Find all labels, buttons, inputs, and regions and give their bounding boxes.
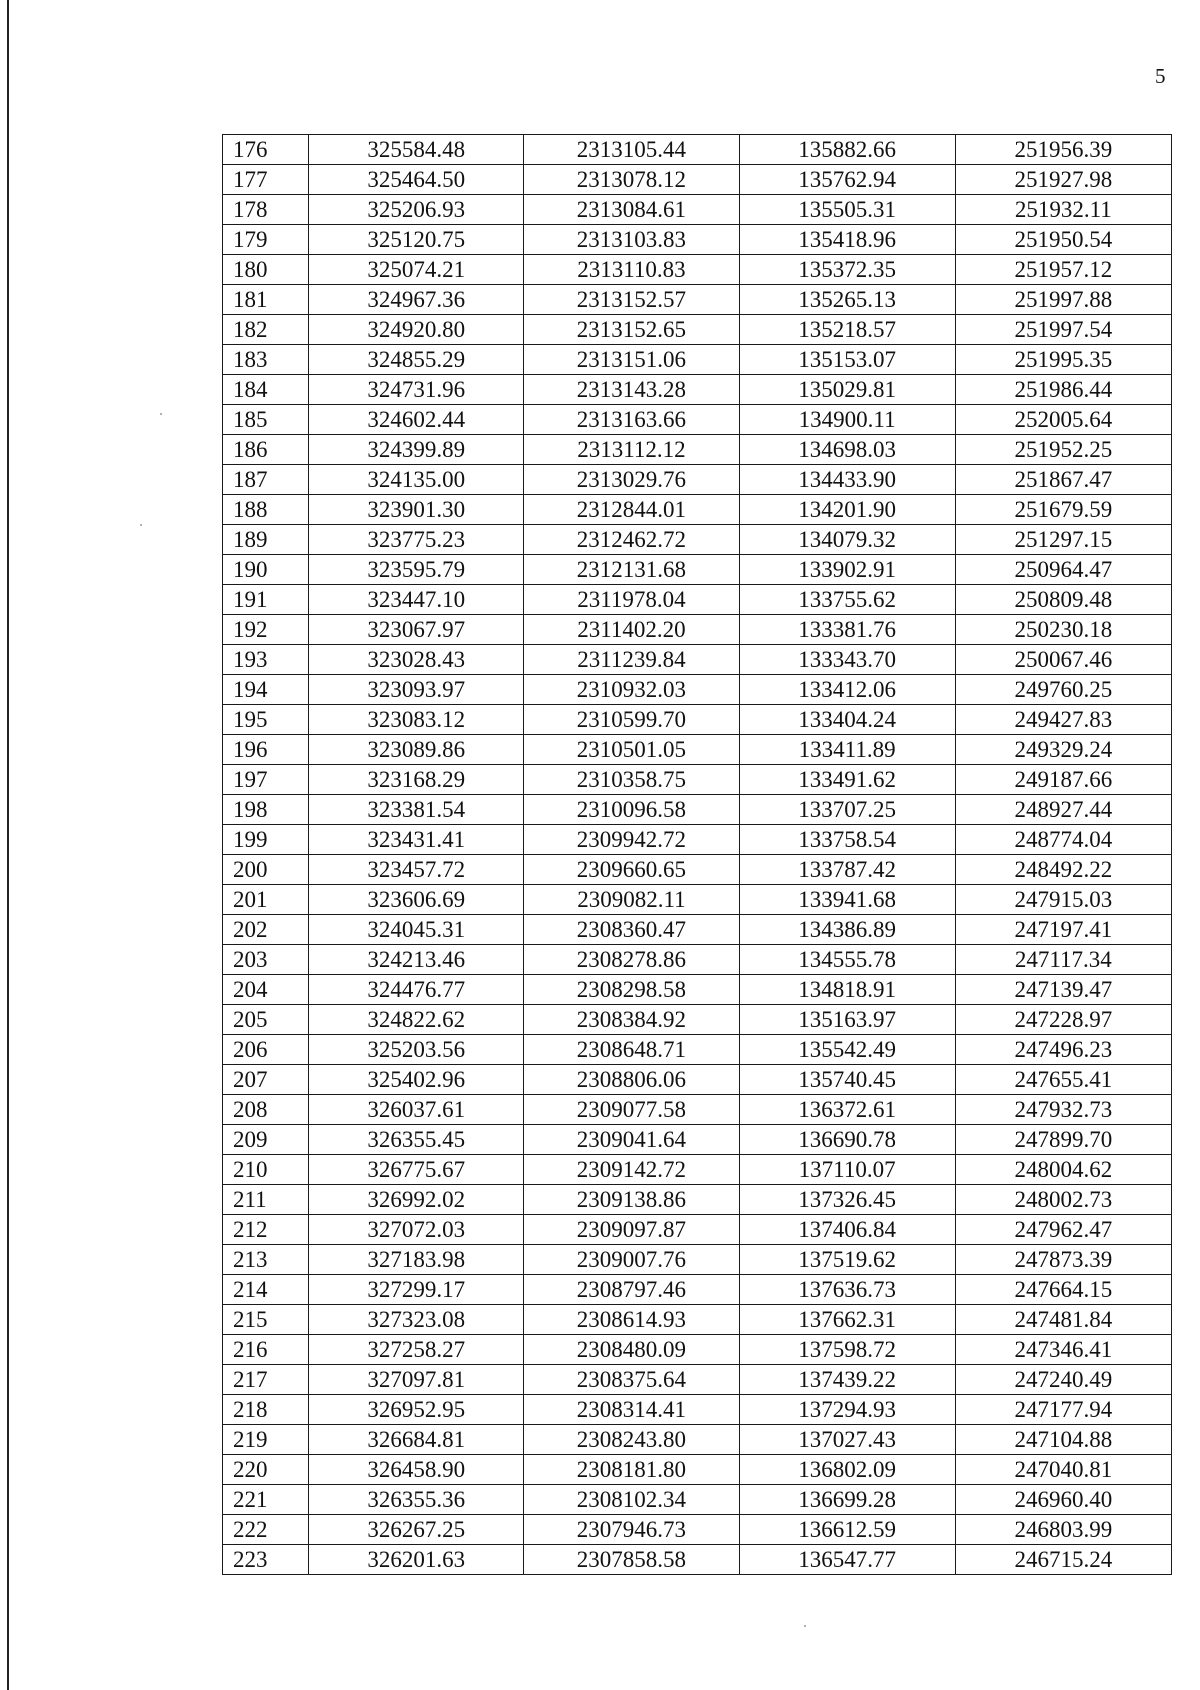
coord-col-4-cell: 251956.39 <box>955 135 1171 165</box>
point-number-cell: 198 <box>223 795 309 825</box>
point-number-cell: 219 <box>223 1425 309 1455</box>
coord-col-2-cell: 2309082.11 <box>524 885 739 915</box>
coord-col-4-cell: 251997.88 <box>955 285 1171 315</box>
coord-col-3-cell: 135153.07 <box>739 345 955 375</box>
table-row <box>223 705 1172 735</box>
coord-col-2-cell: 2309660.65 <box>524 855 739 885</box>
coord-col-2-cell: 2312462.72 <box>524 525 739 555</box>
coord-col-1-cell: 323067.97 <box>309 615 524 645</box>
coord-col-2-cell: 2309077.58 <box>524 1095 739 1125</box>
coord-col-1-cell: 323093.97 <box>309 675 524 705</box>
coord-col-3-cell: 136802.09 <box>739 1455 955 1485</box>
table-row <box>223 315 1172 345</box>
coord-col-1-cell: 325584.48 <box>309 135 524 165</box>
coord-col-4-cell: 248004.62 <box>955 1155 1171 1185</box>
point-number-cell: 201 <box>223 885 309 915</box>
coord-col-3-cell: 135372.35 <box>739 255 955 285</box>
coord-col-3-cell: 134201.90 <box>739 495 955 525</box>
coord-col-3-cell: 137598.72 <box>739 1335 955 1365</box>
coord-col-2-cell: 2308806.06 <box>524 1065 739 1095</box>
coord-col-2-cell: 2310501.05 <box>524 735 739 765</box>
coord-col-4-cell: 248492.22 <box>955 855 1171 885</box>
coord-col-2-cell: 2311402.20 <box>524 615 739 645</box>
coord-col-4-cell: 247139.47 <box>955 975 1171 1005</box>
coord-col-1-cell: 323775.23 <box>309 525 524 555</box>
coord-col-4-cell: 251867.47 <box>955 465 1171 495</box>
coord-col-2-cell: 2308298.58 <box>524 975 739 1005</box>
coord-col-4-cell: 247117.34 <box>955 945 1171 975</box>
coord-col-3-cell: 133707.25 <box>739 795 955 825</box>
coord-col-2-cell: 2312131.68 <box>524 555 739 585</box>
coord-col-2-cell: 2309007.76 <box>524 1245 739 1275</box>
coord-col-2-cell: 2308314.41 <box>524 1395 739 1425</box>
table-row <box>223 1155 1172 1185</box>
table-row <box>223 1005 1172 1035</box>
table-row <box>223 795 1172 825</box>
coord-col-1-cell: 323431.41 <box>309 825 524 855</box>
coord-col-1-cell: 325120.75 <box>309 225 524 255</box>
table-row <box>223 255 1172 285</box>
coord-col-3-cell: 136372.61 <box>739 1095 955 1125</box>
point-number-cell: 187 <box>223 465 309 495</box>
coord-col-2-cell: 2308102.34 <box>524 1485 739 1515</box>
coord-col-3-cell: 137110.07 <box>739 1155 955 1185</box>
page-number: 5 <box>1155 64 1166 88</box>
coord-col-4-cell: 251997.54 <box>955 315 1171 345</box>
coord-col-1-cell: 323089.86 <box>309 735 524 765</box>
coord-col-1-cell: 324213.46 <box>309 945 524 975</box>
point-number-cell: 186 <box>223 435 309 465</box>
point-number-cell: 214 <box>223 1275 309 1305</box>
coord-col-1-cell: 326355.45 <box>309 1125 524 1155</box>
coord-col-3-cell: 134079.32 <box>739 525 955 555</box>
point-number-cell: 185 <box>223 405 309 435</box>
coord-col-2-cell: 2308797.46 <box>524 1275 739 1305</box>
coord-col-3-cell: 133381.76 <box>739 615 955 645</box>
table-row <box>223 495 1172 525</box>
coord-col-3-cell: 136699.28 <box>739 1485 955 1515</box>
coord-col-2-cell: 2313084.61 <box>524 195 739 225</box>
coord-col-2-cell: 2309138.86 <box>524 1185 739 1215</box>
point-number-cell: 210 <box>223 1155 309 1185</box>
coord-col-1-cell: 323457.72 <box>309 855 524 885</box>
table-row <box>223 195 1172 225</box>
table-row <box>223 1125 1172 1155</box>
coord-col-2-cell: 2313163.66 <box>524 405 739 435</box>
coord-col-1-cell: 323595.79 <box>309 555 524 585</box>
coord-col-3-cell: 137519.62 <box>739 1245 955 1275</box>
coord-col-3-cell: 133787.42 <box>739 855 955 885</box>
point-number-cell: 211 <box>223 1185 309 1215</box>
coordinate-table-body <box>223 135 1172 1575</box>
coord-col-1-cell: 323381.54 <box>309 795 524 825</box>
coord-col-3-cell: 137439.22 <box>739 1365 955 1395</box>
point-number-cell: 223 <box>223 1545 309 1575</box>
point-number-cell: 199 <box>223 825 309 855</box>
coord-col-2-cell: 2310358.75 <box>524 765 739 795</box>
table-row <box>223 405 1172 435</box>
table-row <box>223 525 1172 555</box>
coord-col-2-cell: 2313105.44 <box>524 135 739 165</box>
coord-col-2-cell: 2312844.01 <box>524 495 739 525</box>
table-row <box>223 345 1172 375</box>
point-number-cell: 205 <box>223 1005 309 1035</box>
coord-col-3-cell: 136690.78 <box>739 1125 955 1155</box>
coord-col-4-cell: 247915.03 <box>955 885 1171 915</box>
coordinate-table <box>222 134 1172 1575</box>
coord-col-4-cell: 247481.84 <box>955 1305 1171 1335</box>
coord-col-4-cell: 247496.23 <box>955 1035 1171 1065</box>
coord-col-1-cell: 324822.62 <box>309 1005 524 1035</box>
coord-col-3-cell: 137326.45 <box>739 1185 955 1215</box>
point-number-cell: 194 <box>223 675 309 705</box>
coord-col-4-cell: 252005.64 <box>955 405 1171 435</box>
coord-col-4-cell: 247040.81 <box>955 1455 1171 1485</box>
coord-col-1-cell: 326355.36 <box>309 1485 524 1515</box>
coord-col-2-cell: 2313103.83 <box>524 225 739 255</box>
coord-col-3-cell: 137636.73 <box>739 1275 955 1305</box>
coord-col-3-cell: 135882.66 <box>739 135 955 165</box>
point-number-cell: 197 <box>223 765 309 795</box>
coord-col-2-cell: 2308375.64 <box>524 1365 739 1395</box>
table-row <box>223 825 1172 855</box>
coord-col-3-cell: 133412.06 <box>739 675 955 705</box>
table-row <box>223 555 1172 585</box>
table-row <box>223 1275 1172 1305</box>
coord-col-1-cell: 324045.31 <box>309 915 524 945</box>
coord-col-2-cell: 2309041.64 <box>524 1125 739 1155</box>
table-row <box>223 1365 1172 1395</box>
coord-col-3-cell: 133491.62 <box>739 765 955 795</box>
coord-col-2-cell: 2308243.80 <box>524 1425 739 1455</box>
table-row <box>223 1455 1172 1485</box>
coord-col-2-cell: 2313112.12 <box>524 435 739 465</box>
coord-col-2-cell: 2308648.71 <box>524 1035 739 1065</box>
coord-col-1-cell: 323083.12 <box>309 705 524 735</box>
coord-col-4-cell: 246960.40 <box>955 1485 1171 1515</box>
point-number-cell: 180 <box>223 255 309 285</box>
coord-col-1-cell: 325464.50 <box>309 165 524 195</box>
coord-col-1-cell: 323168.29 <box>309 765 524 795</box>
coord-col-4-cell: 247873.39 <box>955 1245 1171 1275</box>
coord-col-4-cell: 251679.59 <box>955 495 1171 525</box>
coord-col-4-cell: 250067.46 <box>955 645 1171 675</box>
point-number-cell: 204 <box>223 975 309 1005</box>
coord-col-3-cell: 133343.70 <box>739 645 955 675</box>
coord-col-2-cell: 2311978.04 <box>524 585 739 615</box>
table-row <box>223 1485 1172 1515</box>
point-number-cell: 191 <box>223 585 309 615</box>
coord-col-1-cell: 324855.29 <box>309 345 524 375</box>
point-number-cell: 221 <box>223 1485 309 1515</box>
coord-col-2-cell: 2308480.09 <box>524 1335 739 1365</box>
point-number-cell: 189 <box>223 525 309 555</box>
coord-col-1-cell: 326952.95 <box>309 1395 524 1425</box>
coord-col-2-cell: 2308614.93 <box>524 1305 739 1335</box>
coord-col-2-cell: 2310599.70 <box>524 705 739 735</box>
point-number-cell: 200 <box>223 855 309 885</box>
coord-col-4-cell: 249760.25 <box>955 675 1171 705</box>
coord-col-4-cell: 250964.47 <box>955 555 1171 585</box>
coord-col-3-cell: 135740.45 <box>739 1065 955 1095</box>
point-number-cell: 179 <box>223 225 309 255</box>
coord-col-3-cell: 135218.57 <box>739 315 955 345</box>
table-row <box>223 615 1172 645</box>
coord-col-4-cell: 246715.24 <box>955 1545 1171 1575</box>
coord-col-1-cell: 327258.27 <box>309 1335 524 1365</box>
coord-col-3-cell: 135418.96 <box>739 225 955 255</box>
coord-col-4-cell: 251957.12 <box>955 255 1171 285</box>
coord-col-1-cell: 323606.69 <box>309 885 524 915</box>
coord-col-2-cell: 2310096.58 <box>524 795 739 825</box>
coord-col-1-cell: 324476.77 <box>309 975 524 1005</box>
coord-col-3-cell: 135505.31 <box>739 195 955 225</box>
table-row <box>223 375 1172 405</box>
table-row <box>223 645 1172 675</box>
coord-col-1-cell: 326684.81 <box>309 1425 524 1455</box>
table-row <box>223 1095 1172 1125</box>
point-number-cell: 181 <box>223 285 309 315</box>
table-row <box>223 1245 1172 1275</box>
point-number-cell: 193 <box>223 645 309 675</box>
coord-col-4-cell: 247962.47 <box>955 1215 1171 1245</box>
coord-col-2-cell: 2308384.92 <box>524 1005 739 1035</box>
coord-col-3-cell: 134555.78 <box>739 945 955 975</box>
coord-col-3-cell: 135542.49 <box>739 1035 955 1065</box>
point-number-cell: 206 <box>223 1035 309 1065</box>
coord-col-4-cell: 247177.94 <box>955 1395 1171 1425</box>
coord-col-1-cell: 327323.08 <box>309 1305 524 1335</box>
coord-col-3-cell: 137662.31 <box>739 1305 955 1335</box>
coord-col-4-cell: 246803.99 <box>955 1515 1171 1545</box>
coord-col-1-cell: 326267.25 <box>309 1515 524 1545</box>
coord-col-3-cell: 136547.77 <box>739 1545 955 1575</box>
coord-col-4-cell: 249427.83 <box>955 705 1171 735</box>
table-row <box>223 135 1172 165</box>
coord-col-2-cell: 2309942.72 <box>524 825 739 855</box>
point-number-cell: 182 <box>223 315 309 345</box>
point-number-cell: 222 <box>223 1515 309 1545</box>
table-row <box>223 1335 1172 1365</box>
coord-col-4-cell: 251950.54 <box>955 225 1171 255</box>
coord-col-4-cell: 248927.44 <box>955 795 1171 825</box>
coord-col-4-cell: 247104.88 <box>955 1425 1171 1455</box>
coord-col-4-cell: 247346.41 <box>955 1335 1171 1365</box>
table-row <box>223 1185 1172 1215</box>
table-row <box>223 285 1172 315</box>
coord-col-1-cell: 327299.17 <box>309 1275 524 1305</box>
coord-col-2-cell: 2311239.84 <box>524 645 739 675</box>
coord-col-3-cell: 137027.43 <box>739 1425 955 1455</box>
coord-col-4-cell: 248002.73 <box>955 1185 1171 1215</box>
coord-col-2-cell: 2310932.03 <box>524 675 739 705</box>
coord-col-3-cell: 136612.59 <box>739 1515 955 1545</box>
point-number-cell: 177 <box>223 165 309 195</box>
coord-col-4-cell: 251927.98 <box>955 165 1171 195</box>
table-row <box>223 1305 1172 1335</box>
coord-col-3-cell: 133755.62 <box>739 585 955 615</box>
table-row <box>223 855 1172 885</box>
coord-col-4-cell: 249329.24 <box>955 735 1171 765</box>
table-row <box>223 1035 1172 1065</box>
coord-col-3-cell: 133902.91 <box>739 555 955 585</box>
coord-col-4-cell: 247932.73 <box>955 1095 1171 1125</box>
scan-speck <box>140 524 142 526</box>
coord-col-3-cell: 134900.11 <box>739 405 955 435</box>
point-number-cell: 195 <box>223 705 309 735</box>
point-number-cell: 208 <box>223 1095 309 1125</box>
coord-col-4-cell: 247197.41 <box>955 915 1171 945</box>
coord-col-3-cell: 134433.90 <box>739 465 955 495</box>
coord-col-3-cell: 133941.68 <box>739 885 955 915</box>
coord-col-2-cell: 2308360.47 <box>524 915 739 945</box>
point-number-cell: 213 <box>223 1245 309 1275</box>
coord-col-2-cell: 2313029.76 <box>524 465 739 495</box>
table-row <box>223 1425 1172 1455</box>
coord-col-2-cell: 2313110.83 <box>524 255 739 285</box>
coord-col-1-cell: 324399.89 <box>309 435 524 465</box>
table-row <box>223 735 1172 765</box>
table-row <box>223 945 1172 975</box>
coord-col-4-cell: 250809.48 <box>955 585 1171 615</box>
coord-col-2-cell: 2309097.87 <box>524 1215 739 1245</box>
coord-col-2-cell: 2309142.72 <box>524 1155 739 1185</box>
table-row <box>223 1065 1172 1095</box>
coord-col-1-cell: 326458.90 <box>309 1455 524 1485</box>
coord-col-1-cell: 326992.02 <box>309 1185 524 1215</box>
coord-col-2-cell: 2308278.86 <box>524 945 739 975</box>
coord-col-4-cell: 251995.35 <box>955 345 1171 375</box>
scan-speck <box>160 413 162 415</box>
coord-col-3-cell: 133404.24 <box>739 705 955 735</box>
table-row <box>223 1515 1172 1545</box>
point-number-cell: 218 <box>223 1395 309 1425</box>
coord-col-1-cell: 324920.80 <box>309 315 524 345</box>
coord-col-4-cell: 247228.97 <box>955 1005 1171 1035</box>
coord-col-4-cell: 247655.41 <box>955 1065 1171 1095</box>
table-row <box>223 165 1172 195</box>
coord-col-1-cell: 324967.36 <box>309 285 524 315</box>
table-row <box>223 435 1172 465</box>
point-number-cell: 220 <box>223 1455 309 1485</box>
table-row <box>223 225 1172 255</box>
point-number-cell: 176 <box>223 135 309 165</box>
coord-col-1-cell: 323028.43 <box>309 645 524 675</box>
coord-col-4-cell: 248774.04 <box>955 825 1171 855</box>
coord-col-3-cell: 135762.94 <box>739 165 955 195</box>
coord-col-2-cell: 2308181.80 <box>524 1455 739 1485</box>
coord-col-1-cell: 326201.63 <box>309 1545 524 1575</box>
table-row <box>223 1395 1172 1425</box>
table-row <box>223 465 1172 495</box>
coord-col-2-cell: 2313078.12 <box>524 165 739 195</box>
coord-col-2-cell: 2307946.73 <box>524 1515 739 1545</box>
coord-col-2-cell: 2313143.28 <box>524 375 739 405</box>
coord-col-4-cell: 247240.49 <box>955 1365 1171 1395</box>
table-row <box>223 675 1172 705</box>
coord-col-1-cell: 325203.56 <box>309 1035 524 1065</box>
scan-speck <box>804 1625 806 1627</box>
coord-col-4-cell: 249187.66 <box>955 765 1171 795</box>
coord-col-1-cell: 327183.98 <box>309 1245 524 1275</box>
coord-col-3-cell: 135163.97 <box>739 1005 955 1035</box>
point-number-cell: 178 <box>223 195 309 225</box>
point-number-cell: 207 <box>223 1065 309 1095</box>
coord-col-3-cell: 134698.03 <box>739 435 955 465</box>
coord-col-4-cell: 251986.44 <box>955 375 1171 405</box>
coord-col-4-cell: 247664.15 <box>955 1275 1171 1305</box>
coord-col-1-cell: 327072.03 <box>309 1215 524 1245</box>
coord-col-1-cell: 327097.81 <box>309 1365 524 1395</box>
coord-col-4-cell: 251952.25 <box>955 435 1171 465</box>
coord-col-3-cell: 135029.81 <box>739 375 955 405</box>
point-number-cell: 192 <box>223 615 309 645</box>
point-number-cell: 212 <box>223 1215 309 1245</box>
coord-col-2-cell: 2313152.57 <box>524 285 739 315</box>
coord-col-1-cell: 324731.96 <box>309 375 524 405</box>
coord-col-2-cell: 2307858.58 <box>524 1545 739 1575</box>
point-number-cell: 188 <box>223 495 309 525</box>
left-margin-rule <box>7 0 9 1690</box>
coord-col-3-cell: 134818.91 <box>739 975 955 1005</box>
coord-col-1-cell: 324602.44 <box>309 405 524 435</box>
coord-col-3-cell: 133758.54 <box>739 825 955 855</box>
coord-col-3-cell: 137294.93 <box>739 1395 955 1425</box>
point-number-cell: 215 <box>223 1305 309 1335</box>
point-number-cell: 196 <box>223 735 309 765</box>
table-row <box>223 1545 1172 1575</box>
coord-col-2-cell: 2313152.65 <box>524 315 739 345</box>
coord-col-1-cell: 325074.21 <box>309 255 524 285</box>
coord-col-4-cell: 251932.11 <box>955 195 1171 225</box>
point-number-cell: 202 <box>223 915 309 945</box>
coord-col-1-cell: 323447.10 <box>309 585 524 615</box>
table-row <box>223 975 1172 1005</box>
coord-col-3-cell: 137406.84 <box>739 1215 955 1245</box>
coord-col-1-cell: 326775.67 <box>309 1155 524 1185</box>
coord-col-1-cell: 325206.93 <box>309 195 524 225</box>
coord-col-1-cell: 323901.30 <box>309 495 524 525</box>
coord-col-3-cell: 134386.89 <box>739 915 955 945</box>
coord-col-1-cell: 324135.00 <box>309 465 524 495</box>
coord-col-3-cell: 133411.89 <box>739 735 955 765</box>
table-row <box>223 765 1172 795</box>
point-number-cell: 184 <box>223 375 309 405</box>
coord-col-4-cell: 250230.18 <box>955 615 1171 645</box>
coord-col-1-cell: 326037.61 <box>309 1095 524 1125</box>
point-number-cell: 190 <box>223 555 309 585</box>
point-number-cell: 183 <box>223 345 309 375</box>
point-number-cell: 203 <box>223 945 309 975</box>
table-row <box>223 915 1172 945</box>
point-number-cell: 216 <box>223 1335 309 1365</box>
coord-col-1-cell: 325402.96 <box>309 1065 524 1095</box>
coord-col-2-cell: 2313151.06 <box>524 345 739 375</box>
coord-col-3-cell: 135265.13 <box>739 285 955 315</box>
table-row <box>223 1215 1172 1245</box>
coord-col-4-cell: 247899.70 <box>955 1125 1171 1155</box>
table-row <box>223 585 1172 615</box>
coord-col-4-cell: 251297.15 <box>955 525 1171 555</box>
table-row <box>223 885 1172 915</box>
point-number-cell: 209 <box>223 1125 309 1155</box>
point-number-cell: 217 <box>223 1365 309 1395</box>
